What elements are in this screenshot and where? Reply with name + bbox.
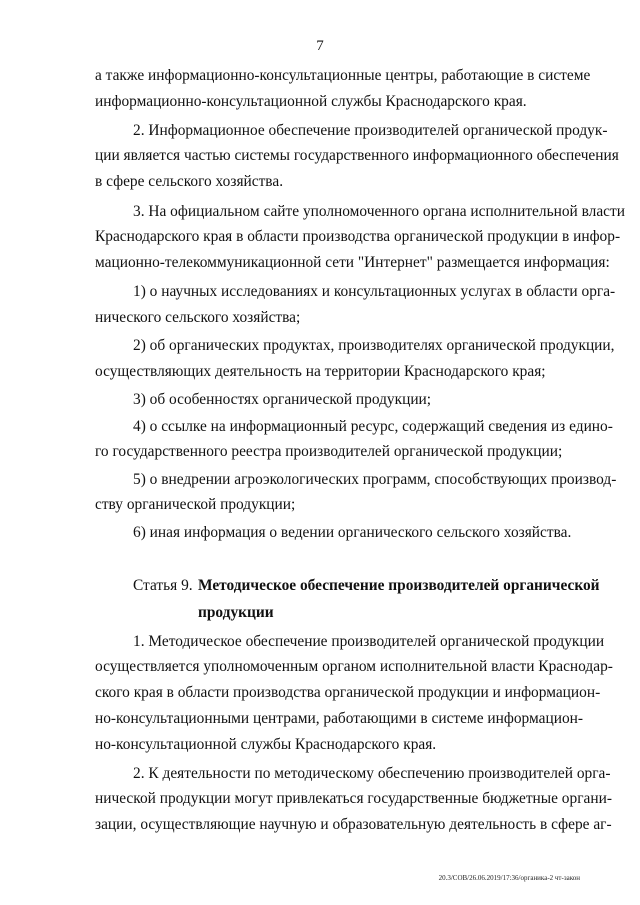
- text-line: в сфере сельского хозяйства.: [95, 173, 284, 190]
- text-line: го государственного реестра производителей органической продукции;: [95, 443, 563, 460]
- text-line: Краснодарского края в области производства органической продукции в инфор-: [95, 228, 621, 245]
- text-line: 2. К деятельности по методическому обеспечению производителей орга-: [133, 765, 611, 782]
- text-line: а также информационно-консультационные центры, работающие в системе: [95, 67, 591, 84]
- text-line: нической продукции могут привлекаться государственные бюджетные органи-: [95, 790, 612, 807]
- text-line: 6) иная информация о ведении органического сельского хозяйства.: [133, 524, 572, 541]
- text-line: ского края в области производства органической продукции и информацион-: [95, 684, 601, 701]
- text-line: 1) о научных исследованиях и консультационных услугах в области орга-: [133, 283, 616, 300]
- text-line: мационно-телекоммуникационной сети "Интернет" размещается информация:: [95, 254, 610, 271]
- text-line: 2) об органических продуктах, производителях органической продукции,: [133, 337, 615, 354]
- text-line: нического сельского хозяйства;: [95, 309, 301, 326]
- document-footer-code: 20.3/СОВ/26.06.2019/17:36/органика-2 чт-закон: [438, 874, 580, 882]
- text-line: 5) о внедрении агроэкологических программ, способствующих производ-: [133, 471, 617, 488]
- text-line: ству органической продукции;: [95, 496, 296, 513]
- text-line: но-консультационной службы Краснодарского края.: [95, 736, 437, 753]
- text-line: 2. Информационное обеспечение производителей органической продук-: [133, 122, 608, 139]
- text-line: осуществляется уполномоченным органом исполнительной власти Краснодар-: [95, 658, 613, 675]
- text-line: 1. Методическое обеспечение производителей органической продукции: [133, 633, 605, 650]
- page-number: 7: [316, 38, 324, 54]
- text-line: 3) об особенностях органической продукции;: [133, 391, 432, 408]
- article-title: Методическое обеспечение производителей органической: [198, 577, 600, 594]
- article-label: Статья 9.: [133, 577, 193, 594]
- text-line: зации, осуществляющие научную и образовательную деятельность в сфере аг-: [95, 816, 612, 833]
- text-line: осуществляющих деятельность на территории Краснодарского края;: [95, 363, 546, 380]
- text-line: но-консультационными центрами, работающими в системе информацион-: [95, 710, 583, 727]
- article-title-continuation: продукции: [198, 604, 274, 621]
- text-line: ции является частью системы государственного информационного обеспечения: [95, 147, 619, 164]
- text-line: 4) о ссылке на информационный ресурс, содержащий сведения из едино-: [133, 418, 613, 435]
- text-line: 3. На официальном сайте уполномоченного органа исполнительной власти: [133, 203, 625, 220]
- text-line: информационно-консультационной службы Краснодарского края.: [95, 93, 527, 110]
